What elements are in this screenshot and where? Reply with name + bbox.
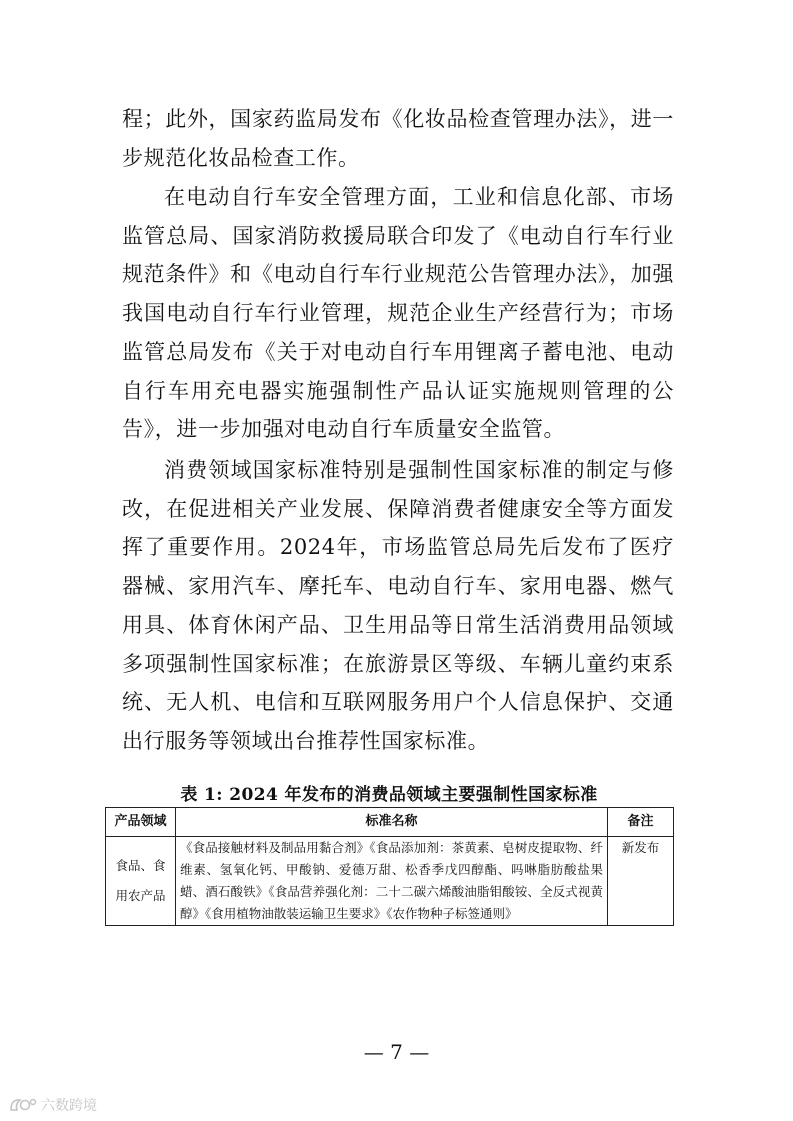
table-title: 表 1: 2024 年发布的消费品领域主要强制性国家标准 (180, 785, 598, 805)
cell-note: 新发布 (608, 837, 674, 926)
cell-standard-names: 《食品接触材料及制品用黏合剂》《食品添加剂：茶黄素、皂树皮提取物、纤维素、氢氧化钙、甲酸钠、爱德万甜、松香季戊四醇酯、吗啉脂肪酸盐果蜡、酒石酸铁》《食品营养强化剂：二十二碳六烯酸油脂钼酸铵、全反式视黄醇》《食用植物油散装运输卫生要求》《农作物种子标签通则》 (176, 837, 608, 926)
paragraph-national-standards: 消费领域国家标准特别是强制性国家标准的制定与修改，在促进相关产业发展、保障消费者健康安全等方面发挥了重要作用。2024年，市场监管总局先后发布了医疗器械、家用汽车、摩托车、电动自行车、家用电器、燃气用具、体育休闲产品、卫生用品等日常生活消费用品领域多项强制性国家标准；在旅游景区等级、车辆儿童约束系统、无人机、电信和互联网服务用户个人信息保护、交通出行服务等领域出台推荐性国家标准。 (122, 458, 674, 753)
header-standard-name: 标准名称 (176, 808, 608, 837)
header-note: 备注 (608, 808, 674, 837)
brand-logo-icon (8, 1095, 38, 1115)
cell-category: 食品、食用农产品 (106, 837, 176, 926)
watermark-text: 六数跨境 (41, 1098, 97, 1114)
page-number: — 7 — (363, 1040, 430, 1064)
watermark (8, 1094, 97, 1116)
paragraph-e-bike-safety: 在电动自行车安全管理方面，工业和信息化部、市场监管总局、国家消防救援局联合印发了《电动自行车行业规范条件》和《电动自行车行业规范公告管理办法》，加强我国电动自行车行业管理，规范企业生产经营行为；市场监管总局发布《关于对电动自行车用锂离子蓄电池、电动自行车用充电器实施强制性产品认证实施规则管理的公告》，进一步加强对电动自行车质量安全监管。 (122, 185, 674, 442)
table-row (106, 837, 674, 926)
table-header-row (106, 808, 674, 837)
paragraph-cosmetics: 程；此外，国家药监局发布《化妆品检查管理办法》，进一步规范化妆品检查工作。 (122, 107, 674, 170)
standards-table (105, 807, 674, 926)
header-category: 产品领域 (106, 808, 176, 837)
